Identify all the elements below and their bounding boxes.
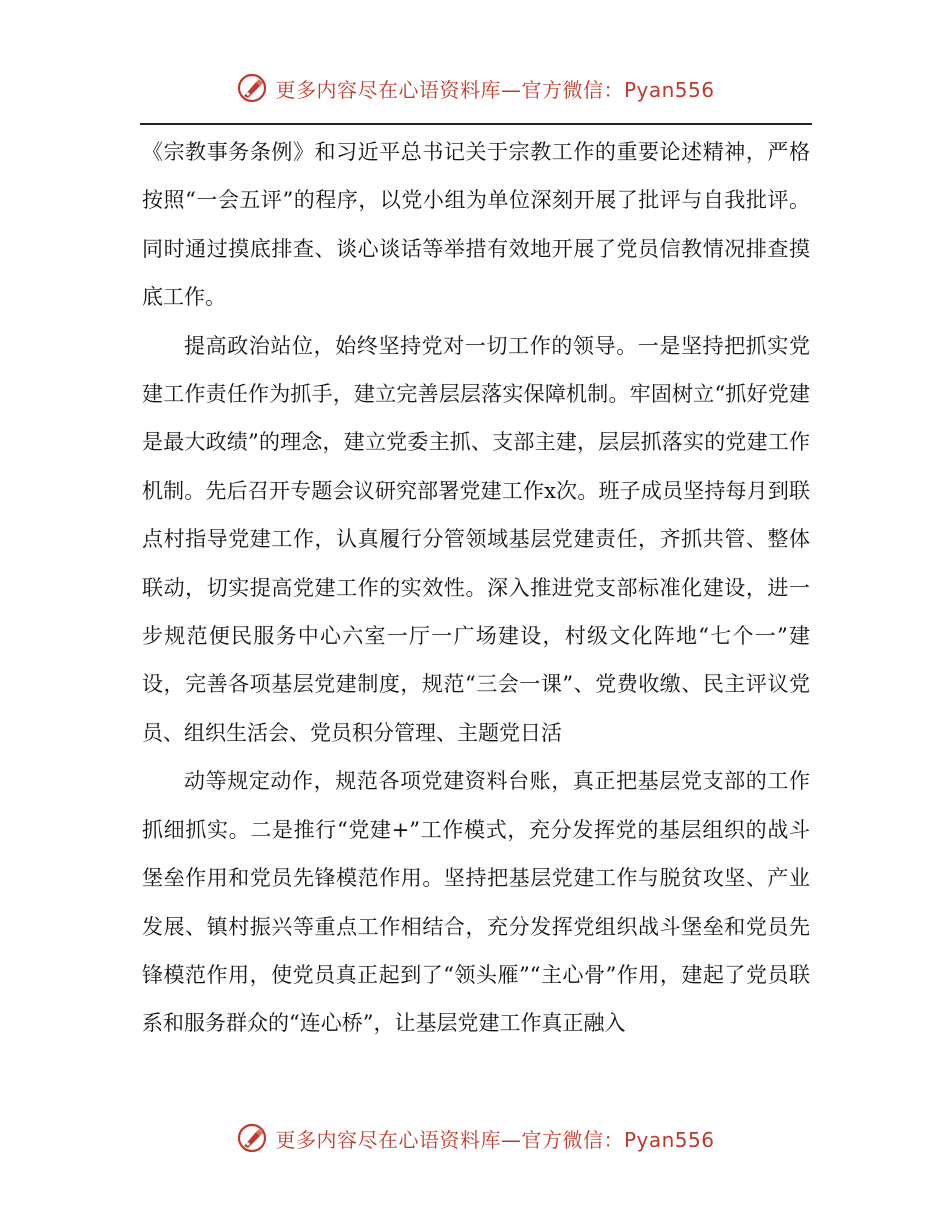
- paragraph-2: 提高政治站位，始终坚持党对一切工作的领导。一是坚持把抓实党建工作责任作为抓手，建立完善层层落实保障机制。牢固树立“抓好党建是最大政绩”的理念，建立党委主抓、支部主建，层层抓落实的党建工作机制。先后召开专题会议研究部署党建工作x次。班子成员坚持每月到联点村指导党建工作，认真履行分管领域基层党建责任，齐抓共管、整体联动，切实提高党建工作的实效性。深入推进党支部标准化建设，进一步规范便民服务中心六室一厅一广场建设，村级文化阵地“七个一”建设，完善各项基层党建制度，规范“三会一课”、党费收缴、民主评议党员、组织生活会、党员积分管理、主题党日活: [142, 333, 810, 745]
- footer-watermark: [0, 1118, 950, 1158]
- footer-watermark-text: 更多内容尽在心语资料库—官方微信：Pyan556: [275, 1127, 715, 1152]
- pen-nib-logo-icon: [235, 1121, 269, 1155]
- document-body: [142, 128, 810, 1048]
- paragraph-3: 动等规定动作，规范各项党建资料台账，真正把基层党支部的工作抓细抓实。二是推行“党建+”工作模式，充分发挥党的基层组织的战斗堡垒作用和党员先锋模范作用。坚持把基层党建工作与脱贫攻坚、产业发展、镇村振兴等重点工作相结合，充分发挥党组织战斗堡垒和党员先锋模范作用，使党员真正起到了“领头雁”“主心骨”作用，建起了党员联系和服务群众的“连心桥”，让基层党建工作真正融入: [142, 769, 810, 1036]
- pen-nib-logo-icon: [235, 71, 269, 105]
- header-rule: [140, 123, 812, 125]
- header-watermark: [0, 68, 950, 108]
- paragraph-1: 《宗教事务条例》和习近平总书记关于宗教工作的重要论述精神，严格按照“一会五评”的程序，以党小组为单位深刻开展了批评与自我批评。同时通过摸底排查、谈心谈话等举措有效地开展了党员信教情况排查摸底工作。: [142, 140, 810, 310]
- header-watermark-text: 更多内容尽在心语资料库—官方微信：Pyan556: [275, 77, 715, 102]
